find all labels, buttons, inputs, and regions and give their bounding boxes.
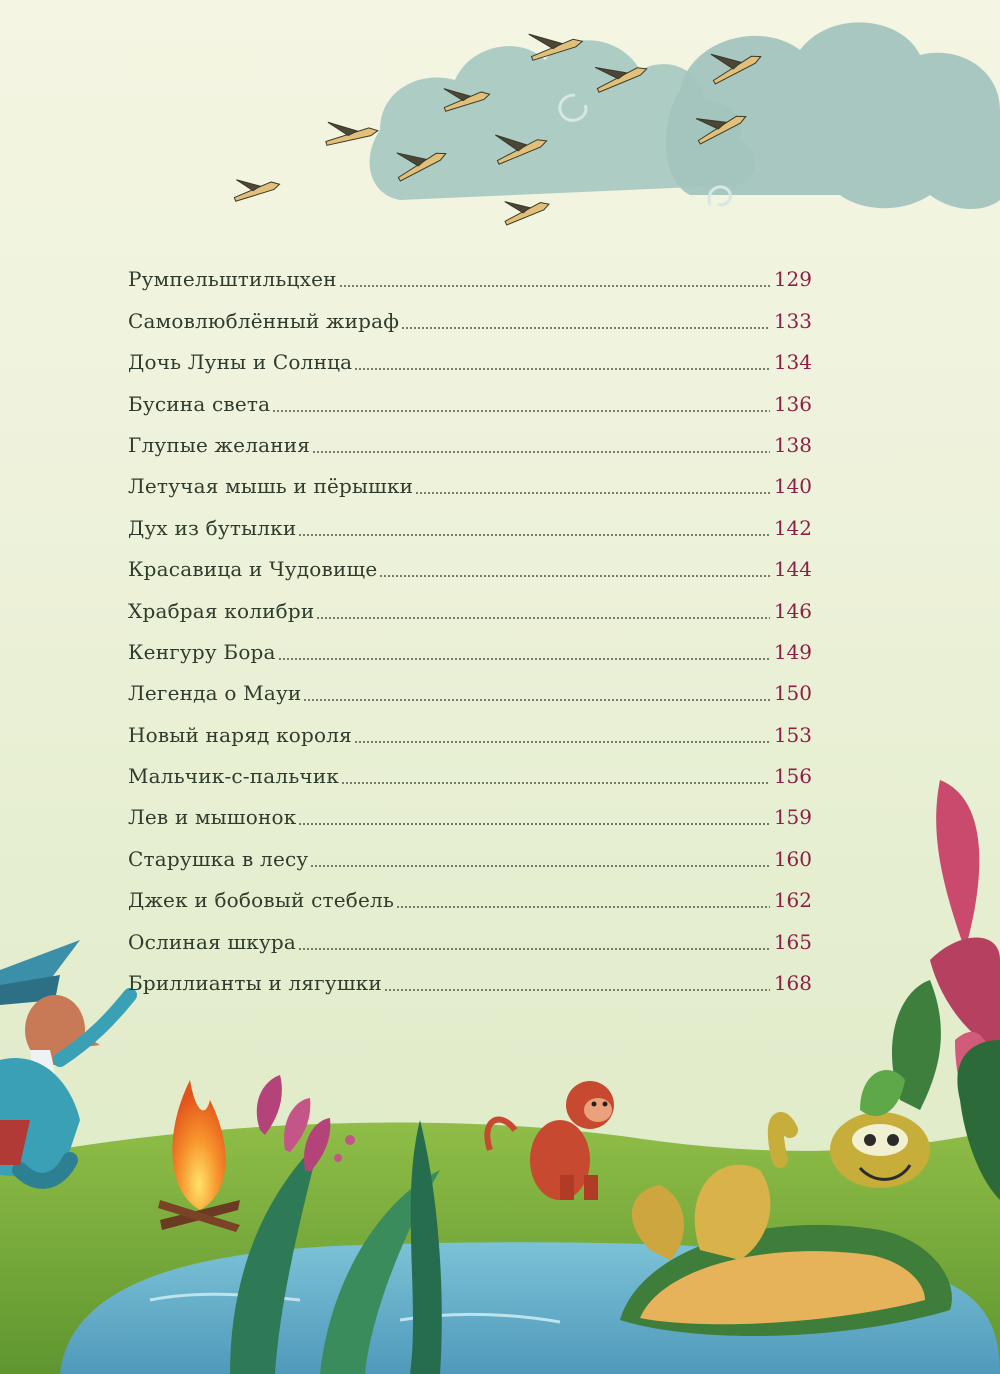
toc-entry[interactable]: [128, 548, 812, 589]
toc-entry[interactable]: [128, 755, 812, 796]
dot-leader: [396, 906, 770, 908]
toc-entry-page: 159: [773, 805, 812, 830]
toc-entry-page: 140: [773, 474, 812, 499]
dot-leader: [379, 575, 770, 577]
dot-leader: [312, 451, 770, 453]
toc-entry-title: Мальчик-с-пальчик: [128, 764, 340, 789]
toc-entry-title: Дух из бутылки: [128, 515, 297, 540]
toc-entry[interactable]: [128, 672, 812, 713]
toc-entry[interactable]: [128, 506, 812, 547]
toc-entry-page: 156: [773, 764, 812, 789]
dot-leader: [401, 327, 770, 329]
toc-entry-title: Джек и бобовый стебель: [128, 888, 395, 913]
dot-leader: [316, 617, 770, 619]
toc-entry-page: 165: [773, 929, 812, 954]
toc-entry[interactable]: [128, 837, 812, 878]
toc-entry-title: Легенда о Мауи: [128, 681, 302, 706]
toc-entry-title: Самовлюблённый жираф: [128, 308, 400, 333]
toc-entry[interactable]: [128, 424, 812, 465]
toc-entry-title: Ослиная шкура: [128, 929, 297, 954]
toc-entry-page: 138: [773, 432, 812, 457]
toc-entry-page: 150: [773, 681, 812, 706]
toc-entry-page: 162: [773, 888, 812, 913]
toc-entry[interactable]: [128, 299, 812, 340]
toc-entry-title: Новый наряд короля: [128, 722, 353, 747]
toc-entry-title: Дочь Луны и Солнца: [128, 350, 353, 375]
toc-entry-page: 144: [773, 557, 812, 582]
toc-entry-title: Румпельштильцхен: [128, 267, 337, 292]
table-of-contents: [128, 258, 812, 1003]
cloud-icon: [370, 22, 1000, 209]
toc-entry-title: Бусина света: [128, 391, 271, 416]
toc-entry-title: Кенгуру Бора: [128, 639, 276, 664]
toc-entry-page: 129: [773, 267, 812, 292]
toc-entry-title: Старушка в лесу: [128, 846, 309, 871]
toc-entry[interactable]: [128, 920, 812, 961]
toc-entry-title: Храбрая колибри: [128, 598, 315, 623]
toc-entry-title: Бриллианты и лягушки: [128, 971, 382, 996]
dot-leader: [298, 948, 770, 950]
toc-entry[interactable]: [128, 796, 812, 837]
dot-leader: [272, 410, 770, 412]
toc-entry[interactable]: [128, 258, 812, 299]
toc-entry[interactable]: [128, 341, 812, 382]
toc-entry-page: 136: [773, 391, 812, 416]
dot-leader: [298, 534, 770, 536]
dot-leader: [303, 699, 770, 701]
toc-entry[interactable]: [128, 382, 812, 423]
toc-entry[interactable]: [128, 879, 812, 920]
toc-entry-title: Лев и мышонок: [128, 805, 297, 830]
dot-leader: [354, 368, 770, 370]
dot-leader: [278, 658, 770, 660]
toc-entry-page: 160: [773, 846, 812, 871]
dot-leader: [384, 989, 770, 991]
toc-entry[interactable]: [128, 713, 812, 754]
toc-entry-title: Летучая мышь и пёрышки: [128, 474, 414, 499]
toc-entry[interactable]: [128, 631, 812, 672]
dot-leader: [339, 285, 770, 287]
toc-entry-title: Красавица и Чудовище: [128, 557, 378, 582]
dot-leader: [415, 492, 770, 494]
toc-entry-page: 134: [773, 350, 812, 375]
toc-entry-title: Глупые желания: [128, 432, 311, 457]
toc-entry[interactable]: [128, 962, 812, 1003]
dot-leader: [341, 782, 770, 784]
dot-leader: [354, 741, 770, 743]
toc-entry-page: 133: [773, 308, 812, 333]
dot-leader: [310, 865, 770, 867]
toc-entry-page: 142: [773, 515, 812, 540]
toc-entry-page: 149: [773, 639, 812, 664]
dot-leader: [298, 823, 770, 825]
toc-entry-page: 146: [773, 598, 812, 623]
toc-entry[interactable]: [128, 465, 812, 506]
toc-entry-page: 153: [773, 722, 812, 747]
toc-entry[interactable]: [128, 589, 812, 630]
toc-entry-page: 168: [773, 971, 812, 996]
